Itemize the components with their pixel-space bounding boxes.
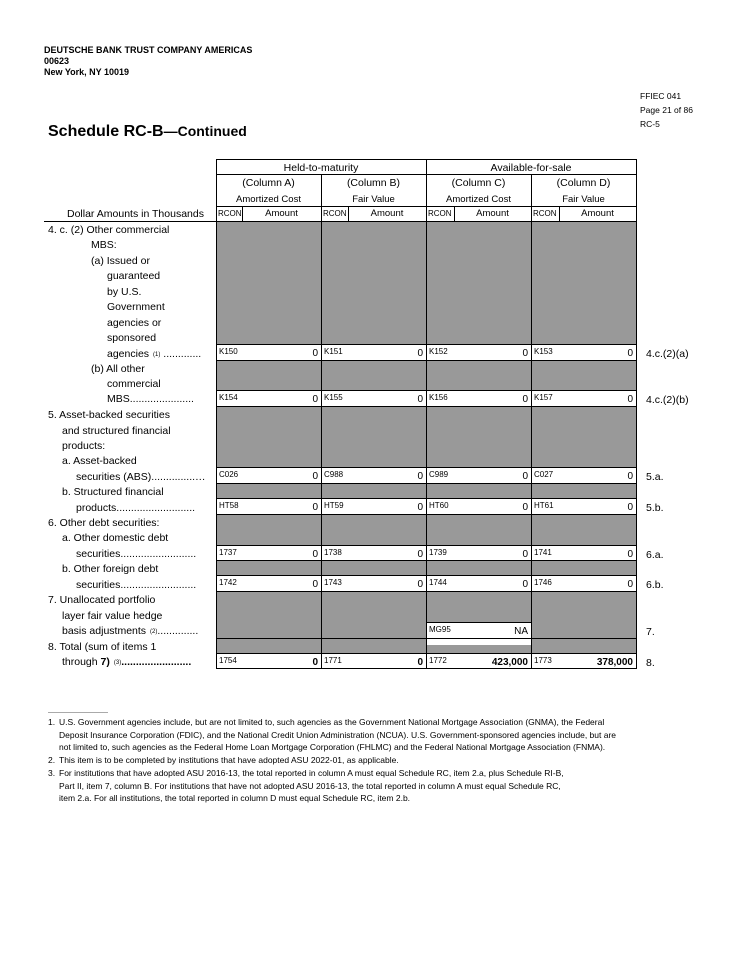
code-ht60: HT60 [429, 501, 449, 510]
code-1746: 1746 [534, 578, 552, 587]
form-number: FFIEC 041 [640, 91, 682, 101]
footnote-divider [48, 712, 108, 713]
label-7-2: layer fair value hedge [62, 610, 163, 622]
header-held-to-maturity: Held-to-maturity [283, 162, 359, 174]
label-5a-2: securities (ABS)...............… [76, 471, 206, 483]
header-column-a: (Column A) [242, 177, 295, 189]
label-8-1: 8. Total (sum of items 1 [48, 641, 157, 653]
footnote-3: 3. For institutions that have adopted ASU 2016-13, the total reported in column A must equal Schedule RC, item 2.a, plus Schedule RI-B, Part II, item 7, column B. For institutions that have not adopted ASU 2016-13, the total reported in column A must equal Schedule RC, item 2.a. For all institutions, the total reported in column D must equal Schedule RC, item 2.b. [48, 768, 564, 803]
label-4c2a-7: agencies (1) ............. [107, 348, 202, 360]
code-k151: K151 [324, 347, 343, 356]
footnote-ref-3: (3) [113, 660, 122, 666]
label-7-3: basis adjustments (2).............. [62, 625, 199, 637]
code-ht61: HT61 [534, 501, 554, 510]
amount-1737[interactable]: 0 [312, 549, 318, 560]
bank-city: New York, NY 10019 [44, 67, 130, 77]
footnote-2: 2. This item is to be completed by institutions that have adopted ASU 2022-01, as applicable. [48, 755, 399, 765]
page-title [48, 123, 247, 141]
amount-1754[interactable]: 0 [312, 657, 318, 668]
amount-c988[interactable]: 0 [417, 471, 423, 482]
amount-1771[interactable]: 0 [417, 657, 423, 668]
amount-header-b: Amount [370, 208, 404, 219]
amount-k153[interactable]: 0 [627, 348, 633, 359]
label-4c2a-5: agencies or [107, 317, 162, 329]
shade-7c [426, 592, 531, 622]
amount-c027[interactable]: 0 [627, 471, 633, 482]
amount-ht58[interactable]: 0 [312, 502, 318, 513]
code-mg95: MG95 [429, 625, 451, 634]
label-8-2: through 7) (3)........................ [62, 656, 192, 668]
header-column-b: (Column B) [346, 177, 401, 189]
label-4c2a-3: by U.S. [107, 286, 142, 298]
amount-1738[interactable]: 0 [417, 549, 423, 560]
amount-1744[interactable]: 0 [522, 579, 528, 590]
bank-header [44, 45, 252, 78]
amount-1746[interactable]: 0 [627, 579, 633, 590]
amount-ht60[interactable]: 0 [522, 502, 528, 513]
label-4c2a-1: (a) Issued or [91, 255, 150, 267]
label-4c2a-2: guaranteed [107, 270, 161, 282]
line-number-7: 7. [646, 626, 655, 638]
label-4c2-mbs: MBS: [91, 239, 117, 251]
label-7-1: 7. Unallocated portfolio [48, 594, 156, 606]
schedule-ref: RC-5 [640, 119, 660, 129]
rcon-header-b: RCON [323, 209, 347, 218]
line-number-6b: 6.b. [646, 579, 664, 591]
rcon-header-d: RCON [533, 209, 557, 218]
code-k156: K156 [429, 393, 448, 402]
subheader-d: Fair Value [562, 194, 605, 205]
amount-k154[interactable]: 0 [312, 394, 318, 405]
code-1771: 1771 [324, 656, 342, 665]
label-5-1: 5. Asset-backed securities [48, 409, 170, 421]
code-k152: K152 [429, 347, 448, 356]
code-k150: K150 [219, 347, 238, 356]
code-k155: K155 [324, 393, 343, 402]
code-ht59: HT59 [324, 501, 344, 510]
code-1741: 1741 [534, 548, 552, 557]
amount-ht59[interactable]: 0 [417, 502, 423, 513]
line-number-8: 8. [646, 657, 655, 669]
line-number-5a: 5.a. [646, 471, 664, 483]
amount-c026[interactable]: 0 [312, 471, 318, 482]
code-k154: K154 [219, 393, 238, 402]
label-4c2a-6: sponsored [107, 332, 157, 344]
footnote-ref-2: (2) [150, 629, 158, 635]
code-1772: 1772 [429, 656, 447, 665]
label-5-3: products: [62, 440, 106, 452]
label-6a-1: a. Other domestic debt [62, 532, 169, 544]
code-1738: 1738 [324, 548, 342, 557]
amount-ht61[interactable]: 0 [627, 502, 633, 513]
amount-k151[interactable]: 0 [417, 348, 423, 359]
header-available-for-sale: Available-for-sale [490, 162, 572, 174]
title-continued: —Continued [163, 123, 247, 139]
subheader-c: Amortized Cost [446, 194, 511, 205]
code-1743: 1743 [324, 578, 342, 587]
code-k153: K153 [534, 347, 553, 356]
code-c989: C989 [429, 470, 449, 479]
label-6-1: 6. Other debt securities: [48, 517, 160, 529]
label-5a-1: a. Asset-backed [62, 455, 137, 467]
amount-k157[interactable]: 0 [627, 394, 633, 405]
amount-k150[interactable]: 0 [312, 348, 318, 359]
amount-c989[interactable]: 0 [522, 471, 528, 482]
line-number-4c2a: 4.c.(2)(a) [646, 348, 689, 360]
amount-k156[interactable]: 0 [522, 394, 528, 405]
label-5b-2: products........................... [76, 502, 196, 514]
amount-1772[interactable]: 423,000 [491, 657, 528, 668]
footnote-1: 1. U.S. Government agencies include, but are not limited to, such agencies as the Government National Mortgage Association (GNMA), the Federal Deposit Insurance Corporation (FDIC), and the National Credit Union Administration (NCUA). U.S. Government-sponsored agencies include, but are not limited to, such agencies as the Federal Home Loan Mortgage Corporation (FHLMC) and the Federal National Mortgage Association (FNMA). [48, 717, 617, 752]
amount-k155[interactable]: 0 [417, 394, 423, 405]
label-4c2b-1: (b) All other [91, 363, 145, 375]
code-k157: K157 [534, 393, 553, 402]
code-c027: C027 [534, 470, 554, 479]
amount-header-a: Amount [265, 208, 298, 219]
amount-header-d: Amount [581, 208, 614, 219]
code-1773: 1773 [534, 656, 552, 665]
title-main: Schedule RC-B [48, 123, 164, 140]
rcon-header-c: RCON [428, 209, 452, 218]
form-info [640, 89, 693, 131]
line-number-4c2b: 4.c.(2)(b) [646, 394, 689, 406]
amount-1773[interactable]: 378,000 [596, 657, 633, 668]
amount-1741[interactable]: 0 [627, 549, 633, 560]
header-column-d: (Column D) [556, 177, 611, 189]
subheader-a: Amortized Cost [236, 194, 301, 205]
header-column-c: (Column C) [451, 177, 506, 189]
code-c988: C988 [324, 470, 344, 479]
bank-name: DEUTSCHE BANK TRUST COMPANY AMERICAS [44, 45, 253, 55]
footnote-ref-1: (1) [153, 352, 161, 358]
amount-1739[interactable]: 0 [522, 549, 528, 560]
label-4c2b-3: MBS...................... [107, 393, 194, 405]
page-number: Page 21 of 86 [640, 105, 693, 115]
label-4c2: 4. c. (2) Other commercial [48, 224, 170, 236]
label-4c2a-4: Government [107, 301, 165, 313]
label-6a-2: securities.......................... [76, 548, 197, 560]
line-number-6a: 6.a. [646, 549, 664, 561]
rssd-number: 00623 [44, 56, 70, 66]
amount-header-c: Amount [476, 208, 509, 219]
amount-k152[interactable]: 0 [522, 348, 528, 359]
line-number-5b: 5.b. [646, 502, 664, 514]
label-5-2: and structured financial [62, 425, 171, 437]
code-1744: 1744 [429, 578, 447, 587]
amount-mg95[interactable]: NA [514, 626, 528, 637]
code-1739: 1739 [429, 548, 447, 557]
code-c026: C026 [219, 470, 239, 479]
label-4c2b-2: commercial [107, 378, 161, 390]
dollar-amounts-label: Dollar Amounts in Thousands [67, 208, 204, 220]
code-1737: 1737 [219, 548, 237, 557]
code-1742: 1742 [219, 578, 237, 587]
amount-1743[interactable]: 0 [417, 579, 423, 590]
label-6b-2: securities.......................... [76, 579, 197, 591]
code-ht58: HT58 [219, 501, 239, 510]
code-1754: 1754 [219, 656, 237, 665]
amount-1742[interactable]: 0 [312, 579, 318, 590]
rcon-header-a: RCON [218, 209, 242, 218]
label-5b-1: b. Structured financial [62, 486, 164, 498]
label-6b-1: b. Other foreign debt [62, 563, 159, 575]
subheader-b: Fair Value [352, 194, 395, 205]
